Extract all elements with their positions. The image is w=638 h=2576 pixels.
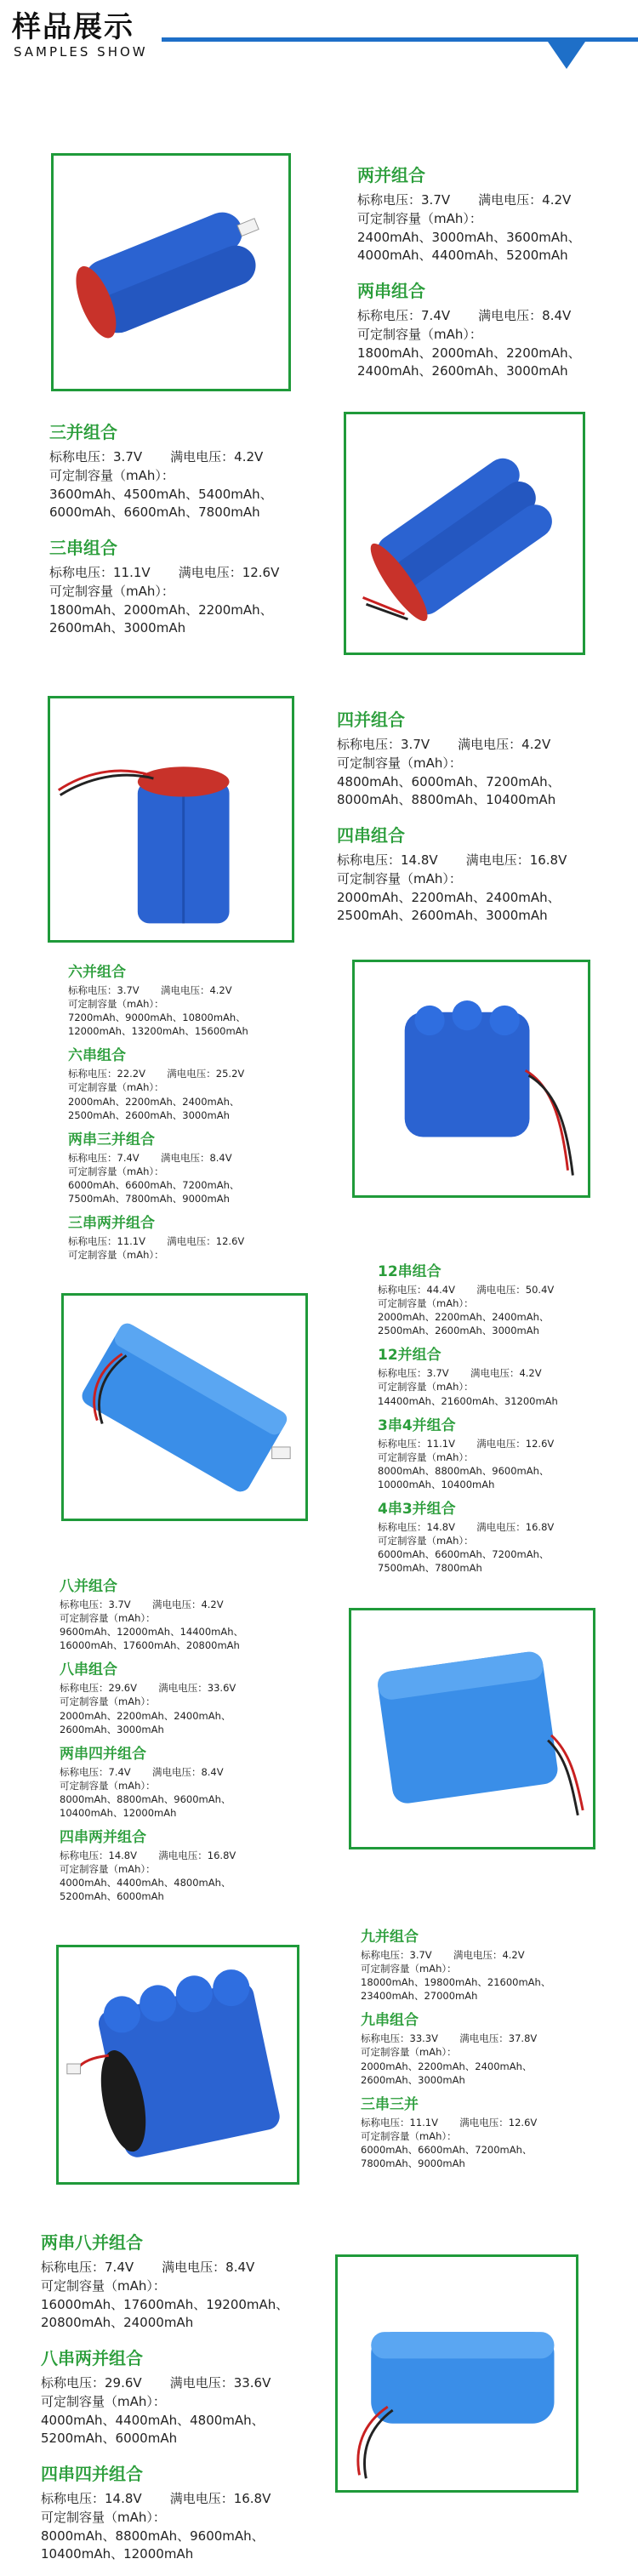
full-voltage-value: 4.2V [502,1949,525,1961]
full-voltage-value: 8.4V [225,2260,255,2275]
capacity-values: 1800mAh、2000mAh、2200mAh、 [357,345,581,361]
capacity-values: 3600mAh、4500mAh、5400mAh、 [49,486,273,502]
full-voltage-label: 满电电压： [453,1949,503,1961]
voltage-line [68,1234,340,1248]
nominal-voltage-label: 标称电压： [68,1068,117,1080]
nominal-voltage-value: 22.2V [117,1068,145,1080]
capacity-values: 7800mAh、9000mAh [361,2157,465,2170]
nominal-voltage-value: 7.4V [117,1151,140,1164]
nominal-voltage-value: 3.7V [421,192,451,208]
nominal-voltage-label: 标称电压： [41,2491,105,2506]
combo-title: 三串两并组合 [68,1215,155,1233]
nominal-voltage-value: 7.4V [421,308,451,323]
voltage-line [378,1366,633,1380]
capacity-label: 可定制容量（mAh）： [357,210,482,226]
capacity-label: 可定制容量（mAh）： [60,1863,156,1876]
product-photo-8cell [349,1608,595,1849]
battery-pack-8cell-icon [351,1610,593,1847]
combo-group [357,162,621,265]
capacity-label: 可定制容量（mAh）： [41,2277,166,2294]
full-voltage-label: 满电电压： [459,2116,509,2129]
combo-title: 12并组合 [378,1347,441,1365]
capacity-label: 可定制容量（mAh）： [357,326,482,342]
capacity-label: 可定制容量（mAh）： [361,2046,457,2059]
full-voltage-value: 4.2V [521,737,551,752]
battery-pack-16cell-icon [338,2257,576,2490]
nominal-voltage-label: 标称电压： [378,1284,427,1296]
capacity-values: 2600mAh、3000mAh [361,2073,465,2086]
nominal-voltage-value: 3.7V [401,737,430,752]
capacity-values: 23400mAh、27000mAh [361,1990,478,2003]
capacity-values: 4000mAh、4400mAh、4800mAh、 [41,2412,265,2428]
capacity-values: 6000mAh、6600mAh、7200mAh、 [361,2143,533,2156]
full-voltage-label: 满电电压： [160,984,210,996]
voltage-line [60,1849,340,1862]
capacity-values: 12000mAh、13200mAh、15600mAh [68,1025,248,1038]
capacity-label: 可定制容量（mAh）： [49,467,174,483]
voltage-line [337,852,626,870]
capacity-values: 2000mAh、2200mAh、2400mAh、 [361,2060,533,2072]
combo-group [378,1413,633,1491]
capacity-values: 2000mAh、2200mAh、2400mAh、 [60,1709,231,1722]
full-voltage-value: 16.8V [529,852,567,868]
voltage-line [68,983,340,997]
full-voltage-label: 满电电压： [151,1765,202,1778]
nominal-voltage-label: 标称电压： [337,852,402,868]
capacity-values: 4800mAh、6000mAh、7200mAh、 [337,773,561,789]
spec-block-2 [337,706,626,938]
product-photo-4cell [48,696,294,943]
combo-group [361,1924,633,2003]
capacity-label: 可定制容量（mAh）： [60,1695,156,1708]
nominal-voltage-label: 标称电压： [60,1765,109,1778]
nominal-voltage-label: 标称电压： [378,1521,427,1534]
nominal-voltage-label: 标称电压： [357,308,422,323]
combo-group [361,2092,633,2170]
nominal-voltage-label: 标称电压： [378,1437,427,1450]
battery-pack-6cell-icon [355,962,588,1195]
combo-title: 三并组合 [49,422,117,442]
combo-title: 两并组合 [357,165,425,185]
capacity-values: 2600mAh、3000mAh [49,620,186,636]
voltage-line [357,307,621,326]
capacity-values: 18000mAh、19800mAh、21600mAh、 [361,1976,551,1989]
full-voltage-label: 满电电压： [158,1682,208,1695]
combo-title: 四并组合 [337,710,405,730]
capacity-values: 2000mAh、2200mAh、2400mAh、 [337,889,561,905]
capacity-values: 8000mAh、8800mAh、9600mAh、 [378,1464,550,1477]
voltage-line [361,2032,633,2045]
full-voltage-label: 满电电压： [470,1367,520,1380]
voltage-line [357,191,621,210]
nominal-voltage-label: 标称电压： [68,984,117,996]
combo-title: 九并组合 [361,1929,419,1946]
capacity-label: 可定制容量（mAh）： [361,1963,457,1975]
nominal-voltage-label: 标称电压： [68,1151,117,1164]
spec-block-5 [60,1574,340,1909]
voltage-line [60,1598,340,1611]
capacity-label: 可定制容量（mAh）： [378,1381,474,1393]
nominal-voltage-value: 29.6V [105,2375,142,2391]
spec-block-6 [361,1924,633,2175]
combo-title: 九串组合 [361,2012,419,2030]
nominal-voltage-value: 7.4V [108,1765,131,1778]
nominal-voltage-value: 3.7V [113,449,143,464]
capacity-values: 20800mAh、24000mAh [41,2315,194,2331]
full-voltage-value: 8.4V [201,1765,224,1778]
capacity-values: 6000mAh、6600mAh、7200mAh、 [68,1178,240,1191]
nominal-voltage-value: 3.7V [108,1599,131,1610]
capacity-values: 2400mAh、3000mAh、3600mAh、 [357,229,581,245]
full-voltage-value: 4.2V [542,192,572,208]
battery-pack-2cell-icon [54,156,288,389]
full-voltage-label: 满电电压： [458,737,522,752]
capacity-values: 10000mAh、10400mAh [378,1478,495,1490]
capacity-values: 16000mAh、17600mAh、20800mAh [60,1639,240,1652]
page-title: 样品展示 [12,10,134,44]
full-voltage-value: 33.6V [207,1682,236,1695]
capacity-values: 2000mAh、2200mAh、2400mAh、 [68,1095,240,1108]
nominal-voltage-value: 11.1V [409,2116,438,2129]
combo-group [49,534,356,638]
combo-title: 四串组合 [337,825,405,846]
capacity-values: 14400mAh、21600mAh、31200mAh [378,1394,558,1407]
combo-title: 3串4并组合 [378,1416,456,1434]
combo-group [378,1496,633,1575]
combo-title: 两串四并组合 [60,1745,146,1763]
combo-title: 12串组合 [378,1263,441,1280]
capacity-values: 1800mAh、2000mAh、2200mAh、 [49,601,273,618]
combo-group [60,1574,340,1652]
full-voltage-value: 16.8V [207,1849,236,1862]
full-voltage-value: 37.8V [508,2032,538,2045]
page-header [0,0,638,77]
combo-title: 4串3并组合 [378,1501,456,1519]
nominal-voltage-value: 11.1V [426,1437,455,1450]
nominal-voltage-value: 3.7V [426,1367,449,1380]
product-photo-9cell [56,1945,299,2185]
product-photo-2cell [51,153,291,391]
combo-group [41,2345,347,2448]
combo-group [357,277,621,381]
capacity-values: 7500mAh、7800mAh [378,1562,482,1575]
combo-title: 四串两并组合 [60,1829,146,1847]
nominal-voltage-label: 标称电压： [337,737,402,752]
combo-title: 四串四并组合 [41,2464,143,2484]
capacity-label: 可定制容量（mAh）： [60,1779,156,1792]
full-voltage-value: 8.4V [209,1151,232,1164]
full-voltage-value: 8.4V [542,308,572,323]
nominal-voltage-label: 标称电压： [357,192,422,208]
capacity-label: 可定制容量（mAh）： [337,755,462,771]
product-photo-6cell [352,960,590,1198]
voltage-line [361,1948,633,1962]
voltage-line [60,1681,340,1695]
voltage-line [49,448,356,467]
capacity-label: 可定制容量（mAh）： [378,1535,474,1547]
combo-group [68,1043,340,1121]
combo-group [41,2460,347,2564]
combo-title: 八串两并组合 [41,2348,143,2368]
capacity-label: 可定制容量（mAh）： [68,1249,164,1262]
battery-pack-9cell-icon [59,1947,297,2182]
capacity-values: 8000mAh、8800mAh、10400mAh [337,792,556,808]
voltage-line [378,1283,633,1297]
full-voltage-label: 满电电压： [167,1068,216,1080]
capacity-label: 可定制容量（mAh）： [68,998,164,1011]
nominal-voltage-label: 标称电压： [60,1849,109,1862]
nominal-voltage-value: 14.8V [108,1849,137,1862]
capacity-values: 2500mAh、2600mAh、3000mAh [68,1108,230,1121]
page-subtitle: SAMPLES SHOW [14,44,148,60]
capacity-values: 5200mAh、6000mAh [60,1890,164,1903]
combo-group [68,1127,340,1205]
full-voltage-label: 满电电压： [178,565,242,580]
full-voltage-value: 4.2V [519,1367,542,1380]
full-voltage-value: 25.2V [215,1068,245,1080]
combo-group [41,2229,347,2333]
capacity-values: 6000mAh、6600mAh、7200mAh、 [378,1548,550,1561]
full-voltage-label: 满电电压： [476,1521,526,1534]
capacity-label: 可定制容量（mAh）： [68,1081,164,1094]
full-voltage-label: 满电电压： [478,192,543,208]
capacity-values: 6000mAh、6600mAh、7800mAh [49,504,260,521]
voltage-line [41,2490,347,2509]
voltage-line [49,564,356,583]
combo-title: 两串三并组合 [68,1131,155,1148]
capacity-label: 可定制容量（mAh）： [337,870,462,886]
product-photo-16cell [335,2254,578,2493]
nominal-voltage-label: 标称电压： [361,1949,410,1961]
capacity-values: 4000mAh、4400mAh、4800mAh、 [60,1877,231,1889]
spec-block-7 [41,2229,347,2576]
capacity-values: 16000mAh、17600mAh、19200mAh、 [41,2296,289,2312]
capacity-values: 10400mAh、12000mAh [41,2546,194,2562]
full-voltage-value: 50.4V [525,1284,555,1296]
full-voltage-value: 12.6V [242,565,280,580]
full-voltage-value: 4.2V [209,984,232,996]
capacity-values: 2500mAh、2600mAh、3000mAh [378,1325,539,1337]
full-voltage-label: 满电电压： [459,2032,509,2045]
voltage-line [378,1437,633,1450]
full-voltage-value: 16.8V [525,1521,555,1534]
combo-title: 三串三并 [361,2095,419,2113]
nominal-voltage-value: 33.3V [409,2032,438,2045]
combo-group [378,1259,633,1337]
nominal-voltage-value: 14.8V [401,852,438,868]
full-voltage-label: 满电电压： [160,1151,210,1164]
combo-group [68,960,340,1038]
combo-title: 两串八并组合 [41,2232,143,2253]
spec-block-1 [49,419,356,650]
capacity-label: 可定制容量（mAh）： [41,2509,166,2525]
full-voltage-label: 满电电压： [151,1599,202,1610]
voltage-line [378,1520,633,1534]
spec-block-4 [378,1259,633,1580]
capacity-label: 可定制容量（mAh）： [378,1297,474,1310]
capacity-values: 7500mAh、7800mAh、9000mAh [68,1193,230,1205]
nominal-voltage-label: 标称电压： [68,1235,117,1248]
combo-group [378,1342,633,1407]
combo-group [361,2008,633,2086]
nominal-voltage-value: 14.8V [105,2491,142,2506]
full-voltage-label: 满电电压： [465,852,530,868]
full-voltage-value: 4.2V [201,1599,224,1610]
voltage-line [68,1151,340,1165]
full-voltage-value: 33.6V [233,2375,271,2391]
capacity-values: 2000mAh、2200mAh、2400mAh、 [378,1311,550,1324]
spec-block-3 [68,960,340,1267]
full-voltage-value: 12.6V [508,2116,538,2129]
nominal-voltage-value: 7.4V [105,2260,134,2275]
full-voltage-label: 满电电压： [170,449,235,464]
nominal-voltage-label: 标称电压： [60,1599,109,1610]
nominal-voltage-value: 3.7V [117,984,140,996]
full-voltage-label: 满电电压： [476,1284,526,1296]
nominal-voltage-label: 标称电压： [60,1682,109,1695]
capacity-values: 8000mAh、8800mAh、9600mAh、 [41,2528,265,2544]
full-voltage-value: 16.8V [233,2491,271,2506]
full-voltage-label: 满电电压： [169,2375,234,2391]
nominal-voltage-value: 44.4V [426,1284,455,1296]
nominal-voltage-value: 3.7V [409,1949,432,1961]
combo-group [68,1211,340,1262]
capacity-label: 可定制容量（mAh）： [378,1450,474,1463]
full-voltage-value: 12.6V [525,1437,555,1450]
voltage-line [41,2259,347,2277]
product-photo-3cell [344,412,585,655]
product-photo-12cell [61,1293,308,1521]
nominal-voltage-label: 标称电压： [361,2032,410,2045]
capacity-values: 9600mAh、12000mAh、14400mAh、 [60,1626,244,1638]
capacity-values: 2600mAh、3000mAh [60,1723,164,1735]
capacity-label: 可定制容量（mAh）： [41,2393,166,2409]
combo-title: 六串组合 [68,1047,126,1065]
nominal-voltage-value: 11.1V [113,565,151,580]
full-voltage-value: 12.6V [215,1235,245,1248]
nominal-voltage-value: 11.1V [117,1235,145,1248]
capacity-values: 2400mAh、2600mAh、3000mAh [357,363,568,379]
voltage-line [361,2116,633,2129]
combo-group [60,1825,340,1903]
voltage-line [41,2374,347,2393]
full-voltage-label: 满电电压： [478,308,543,323]
combo-title: 三串组合 [49,538,117,558]
nominal-voltage-label: 标称电压： [41,2375,105,2391]
capacity-values: 10400mAh、12000mAh [60,1807,177,1820]
capacity-label: 可定制容量（mAh）： [49,583,174,599]
nominal-voltage-label: 标称电压： [49,565,114,580]
combo-group [49,419,356,522]
full-voltage-label: 满电电压： [162,2260,226,2275]
battery-pack-3cell-icon [346,414,583,653]
capacity-values: 5200mAh、6000mAh [41,2431,178,2447]
capacity-label: 可定制容量（mAh）： [68,1165,164,1177]
nominal-voltage-label: 标称电压： [41,2260,105,2275]
nominal-voltage-value: 14.8V [426,1521,455,1534]
combo-title: 两串组合 [357,281,425,301]
combo-group [337,706,626,810]
voltage-line [60,1765,340,1779]
full-voltage-label: 满电电压： [476,1437,526,1450]
full-voltage-value: 4.2V [234,449,264,464]
battery-pack-12cell-icon [64,1296,305,1519]
nominal-voltage-value: 29.6V [108,1682,137,1695]
nominal-voltage-label: 标称电压： [378,1367,427,1380]
full-voltage-label: 满电电压： [169,2491,234,2506]
battery-pack-4cell-icon [50,698,292,940]
capacity-label: 可定制容量（mAh）： [60,1612,156,1625]
capacity-values: 2500mAh、2600mAh、3000mAh [337,908,548,924]
voltage-line [68,1067,340,1080]
capacity-values: 7200mAh、9000mAh、10800mAh、 [68,1012,246,1024]
full-voltage-label: 满电电压： [158,1849,208,1862]
combo-title: 八并组合 [60,1578,117,1595]
full-voltage-label: 满电电压： [167,1235,216,1248]
voltage-line [337,736,626,755]
capacity-values: 4000mAh、4400mAh、5200mAh [357,248,568,264]
combo-group [337,822,626,926]
combo-title: 六并组合 [68,964,126,981]
header-arrow-icon [548,42,585,69]
combo-group [60,1657,340,1735]
capacity-values: 8000mAh、8800mAh、9600mAh、 [60,1792,231,1805]
combo-title: 八串组合 [60,1661,117,1679]
nominal-voltage-label: 标称电压： [361,2116,410,2129]
spec-block-0 [357,162,621,393]
nominal-voltage-label: 标称电压： [49,449,114,464]
capacity-label: 可定制容量（mAh）： [361,2129,457,2142]
combo-group [60,1741,340,1820]
